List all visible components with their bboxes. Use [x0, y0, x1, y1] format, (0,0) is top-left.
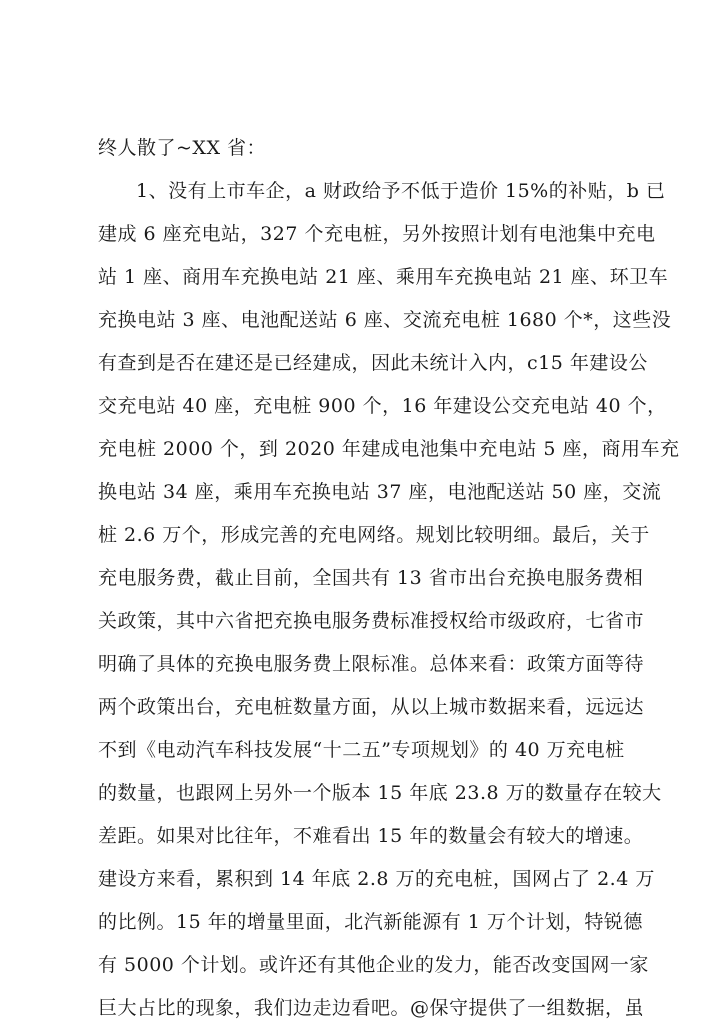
text-line-14: 两个政策出台，充电桩数量方面，从以上城市数据来看，远远达 — [98, 696, 645, 718]
text-line-5: 充换电站 3 座、电池配送站 6 座、交流充电桩 1680 个*，这些没 — [98, 309, 672, 331]
text-line-15: 不到《电动汽车科技发展“十二五”专项规划》的 40 万充电桩 — [98, 739, 625, 761]
text-line-19: 的比例。15 年的增量里面，北汽新能源有 1 万个计划，特锐德 — [98, 911, 643, 933]
text-line-13: 明确了具体的充换电服务费上限标准。总体来看：政策方面等待 — [98, 653, 645, 675]
text-line-11: 充电服务费，截止目前，全国共有 13 省市出台充换电服务费相 — [98, 567, 644, 589]
text-line-12: 关政策，其中六省把充换电服务费标准授权给市级政府，七省市 — [98, 610, 645, 632]
text-line-10: 桩 2.6 万个，形成完善的充电网络。规划比较明细。最后，关于 — [98, 524, 650, 546]
text-line-9: 换电站 34 座，乘用车充换电站 37 座，电池配送站 50 座，交流 — [98, 481, 662, 503]
text-line-1: 终人散了~XX 省： — [98, 137, 267, 159]
text-line-18: 建设方来看，累积到 14 年底 2.8 万的充电桩，国网占了 2.4 万 — [98, 868, 655, 890]
text-line-8: 充电桩 2000 个，到 2020 年建成电池集中充电站 5 座，商用车充 — [98, 438, 680, 460]
text-line-16: 的数量，也跟网上另外一个版本 15 年底 23.8 万的数量存在较大 — [98, 782, 662, 804]
text-line-2: 1、没有上市车企，a 财政给予不低于造价 15%的补贴，b 已 — [136, 180, 666, 202]
text-line-21: 巨大占比的现象，我们边走边看吧。@保守提供了一组数据，虽 — [98, 997, 645, 1019]
text-line-4: 站 1 座、商用车充换电站 21 座、乘用车充换电站 21 座、环卫车 — [98, 266, 669, 288]
text-line-3: 建成 6 座充电站，327 个充电桩，另外按照计划有电池集中充电 — [98, 223, 656, 245]
text-line-17: 差距。如果对比往年，不难看出 15 年的数量会有较大的增速。 — [98, 825, 644, 847]
text-line-6: 有查到是否在建还是已经建成，因此未统计入内，c15 年建设公 — [98, 352, 648, 374]
text-line-7: 交充电站 40 座，充电桩 900 个，16 年建设公交充电站 40 个， — [98, 395, 667, 417]
text-line-20: 有 5000 个计划。或许还有其他企业的发力，能否改变国网一家 — [98, 954, 649, 976]
